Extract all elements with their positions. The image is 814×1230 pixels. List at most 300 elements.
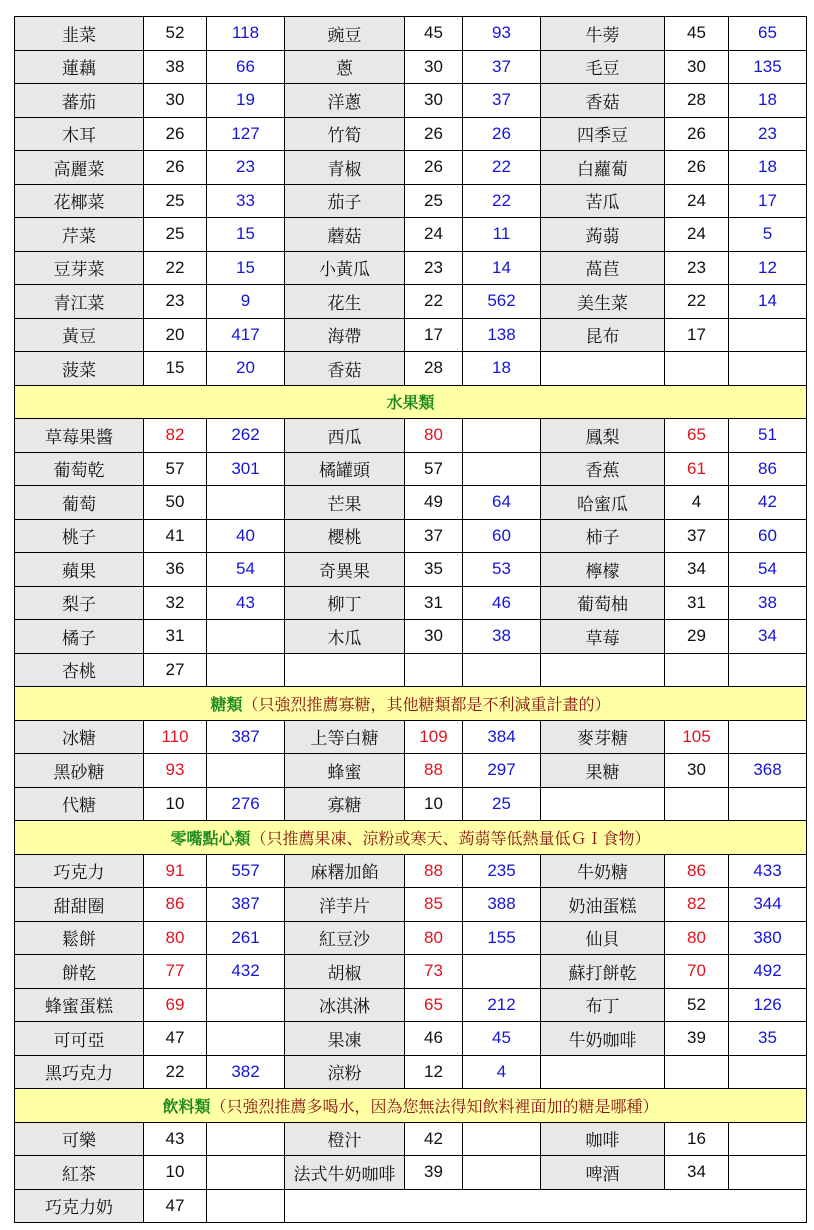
- food-name: 冰淇淋: [285, 988, 405, 1022]
- gi-value: 50: [144, 486, 207, 520]
- food-name: 胡椒: [285, 955, 405, 989]
- gi-value: 73: [405, 955, 463, 989]
- food-name: 豌豆: [285, 17, 405, 51]
- gi-value: 88: [405, 754, 463, 788]
- table-row: [15, 352, 807, 386]
- section-title: 零嘴點心類: [170, 830, 251, 848]
- food-name: 柿子: [541, 519, 665, 553]
- gi-value: 24: [405, 218, 463, 252]
- calorie-value: 23: [207, 151, 285, 185]
- calorie-value: 212: [463, 988, 541, 1022]
- gi-value: 39: [665, 1022, 729, 1056]
- calorie-value: 344: [729, 888, 807, 922]
- calorie-value: 38: [729, 586, 807, 620]
- food-name: 青江菜: [15, 285, 144, 319]
- gi-value: 80: [405, 419, 463, 453]
- table-row: [15, 50, 807, 84]
- calorie-value: [207, 754, 285, 788]
- calorie-value: [207, 1156, 285, 1190]
- table-row: [15, 1122, 807, 1156]
- gi-value: 105: [665, 720, 729, 754]
- food-name: 芹菜: [15, 218, 144, 252]
- gi-value: 65: [405, 988, 463, 1022]
- food-name: 海帶: [285, 318, 405, 352]
- food-name: 可樂: [15, 1122, 144, 1156]
- food-name: 橙汁: [285, 1122, 405, 1156]
- calorie-value: 53: [463, 553, 541, 587]
- gi-value: 57: [405, 452, 463, 486]
- calorie-value: 54: [729, 553, 807, 587]
- gi-value: 28: [665, 84, 729, 118]
- calorie-value: 14: [463, 251, 541, 285]
- calorie-value: 42: [729, 486, 807, 520]
- gi-value: 23: [665, 251, 729, 285]
- food-name: [285, 1189, 807, 1223]
- food-name: 蘑菇: [285, 218, 405, 252]
- gi-value: 31: [144, 620, 207, 654]
- section-title: 飲料類: [162, 1098, 211, 1116]
- calorie-value: 93: [463, 17, 541, 51]
- food-name: 花椰菜: [15, 184, 144, 218]
- gi-value: 80: [405, 921, 463, 955]
- calorie-value: [729, 1122, 807, 1156]
- food-name: 萵苣: [541, 251, 665, 285]
- section-header-row: [15, 385, 807, 419]
- table-row: [15, 519, 807, 553]
- calorie-value: 37: [463, 50, 541, 84]
- gi-value: 24: [665, 184, 729, 218]
- table-row: [15, 452, 807, 486]
- gi-value: [405, 653, 463, 687]
- food-name: 豆芽菜: [15, 251, 144, 285]
- calorie-value: 33: [207, 184, 285, 218]
- food-name: 果糖: [541, 754, 665, 788]
- table-row: [15, 888, 807, 922]
- section-header: [15, 821, 807, 855]
- food-name: 香菇: [541, 84, 665, 118]
- gi-value: 20: [144, 318, 207, 352]
- gi-value: 34: [665, 1156, 729, 1190]
- food-name: [541, 787, 665, 821]
- food-name: 仙貝: [541, 921, 665, 955]
- calorie-value: 118: [207, 17, 285, 51]
- calorie-value: [207, 1022, 285, 1056]
- gi-value: 57: [144, 452, 207, 486]
- calorie-value: [729, 352, 807, 386]
- calorie-value: 18: [729, 84, 807, 118]
- food-name: 毛豆: [541, 50, 665, 84]
- food-name: 高麗菜: [15, 151, 144, 185]
- calorie-value: 261: [207, 921, 285, 955]
- section-header: [15, 687, 807, 721]
- calorie-value: 64: [463, 486, 541, 520]
- food-name: 蜂蜜: [285, 754, 405, 788]
- gi-value: 22: [144, 251, 207, 285]
- gi-value: 16: [665, 1122, 729, 1156]
- gi-value: 25: [405, 184, 463, 218]
- calorie-value: 35: [729, 1022, 807, 1056]
- calorie-value: 492: [729, 955, 807, 989]
- calorie-value: 37: [463, 84, 541, 118]
- section-header-row: [15, 687, 807, 721]
- gi-value: [665, 1055, 729, 1089]
- calorie-value: 15: [207, 218, 285, 252]
- food-name: 巧克力: [15, 854, 144, 888]
- calorie-value: 127: [207, 117, 285, 151]
- section-note: （只強烈推薦多喝水，因為您無法得知飲料裡面加的糖是哪種）: [210, 1098, 659, 1116]
- gi-value: 35: [405, 553, 463, 587]
- calorie-value: [729, 1156, 807, 1190]
- gi-value: 80: [144, 921, 207, 955]
- section-note: （只強烈推薦寡糖，其他糖類都是不利減重計畫的）: [242, 696, 611, 714]
- calorie-value: 262: [207, 419, 285, 453]
- food-name: 美生菜: [541, 285, 665, 319]
- calorie-value: 9: [207, 285, 285, 319]
- calorie-value: 368: [729, 754, 807, 788]
- gi-value: 15: [144, 352, 207, 386]
- food-name: 蕃茄: [15, 84, 144, 118]
- gi-value: 52: [144, 17, 207, 51]
- gi-value: 37: [405, 519, 463, 553]
- food-name: 甜甜圈: [15, 888, 144, 922]
- calorie-value: [463, 955, 541, 989]
- calorie-value: [207, 620, 285, 654]
- gi-value: 42: [405, 1122, 463, 1156]
- table-row: [15, 620, 807, 654]
- gi-value: 39: [405, 1156, 463, 1190]
- food-name: 蓮藕: [15, 50, 144, 84]
- gi-value: 109: [405, 720, 463, 754]
- food-name: 洋蔥: [285, 84, 405, 118]
- section-header: [15, 1089, 807, 1123]
- table-row: [15, 720, 807, 754]
- calorie-value: 60: [729, 519, 807, 553]
- table-row: [15, 17, 807, 51]
- gi-value: 31: [665, 586, 729, 620]
- table-row: [15, 151, 807, 185]
- food-name: 蜂蜜蛋糕: [15, 988, 144, 1022]
- food-name: 涼粉: [285, 1055, 405, 1089]
- table-row: [15, 1022, 807, 1056]
- food-name: 寡糖: [285, 787, 405, 821]
- calorie-value: 297: [463, 754, 541, 788]
- calorie-value: 387: [207, 720, 285, 754]
- gi-value: 65: [665, 419, 729, 453]
- food-name: 茄子: [285, 184, 405, 218]
- food-name: 法式牛奶咖啡: [285, 1156, 405, 1190]
- food-name: 葡萄乾: [15, 452, 144, 486]
- food-name: 果凍: [285, 1022, 405, 1056]
- calorie-value: 38: [463, 620, 541, 654]
- gi-value: 110: [144, 720, 207, 754]
- gi-value: 25: [144, 218, 207, 252]
- food-name: 黑巧克力: [15, 1055, 144, 1089]
- calorie-value: [463, 653, 541, 687]
- section-header-row: [15, 1089, 807, 1123]
- calorie-value: 26: [463, 117, 541, 151]
- gi-value: 36: [144, 553, 207, 587]
- gi-value: 23: [144, 285, 207, 319]
- gi-value: 77: [144, 955, 207, 989]
- gi-value: 82: [665, 888, 729, 922]
- section-note: （只推薦果凍、涼粉或寒天、蒟蒻等低熱量低ＧＩ食物）: [250, 830, 651, 848]
- table-row: [15, 653, 807, 687]
- gi-value: 30: [665, 754, 729, 788]
- table-row: [15, 285, 807, 319]
- calorie-value: 12: [729, 251, 807, 285]
- calorie-value: 14: [729, 285, 807, 319]
- table-row: [15, 988, 807, 1022]
- food-name: 啤酒: [541, 1156, 665, 1190]
- calorie-value: 562: [463, 285, 541, 319]
- food-name: 蘇打餅乾: [541, 955, 665, 989]
- food-name: 草莓果醬: [15, 419, 144, 453]
- table-row: [15, 218, 807, 252]
- food-name: 巧克力奶: [15, 1189, 144, 1223]
- calorie-value: 433: [729, 854, 807, 888]
- gi-value: 10: [144, 787, 207, 821]
- gi-value: 25: [144, 184, 207, 218]
- gi-value: 17: [665, 318, 729, 352]
- food-name: 青椒: [285, 151, 405, 185]
- table-row: [15, 318, 807, 352]
- gi-value: 49: [405, 486, 463, 520]
- gi-value: 26: [144, 151, 207, 185]
- table-row: [15, 1055, 807, 1089]
- table-row: [15, 787, 807, 821]
- gi-value: 43: [144, 1122, 207, 1156]
- gi-value: 28: [405, 352, 463, 386]
- food-name: 櫻桃: [285, 519, 405, 553]
- calorie-value: 86: [729, 452, 807, 486]
- table-row: [15, 955, 807, 989]
- gi-value: 30: [405, 50, 463, 84]
- table-row: [15, 921, 807, 955]
- calorie-value: 382: [207, 1055, 285, 1089]
- calorie-value: 34: [729, 620, 807, 654]
- food-name: 代糖: [15, 787, 144, 821]
- calorie-value: [207, 653, 285, 687]
- gi-value: 86: [665, 854, 729, 888]
- food-name: 桃子: [15, 519, 144, 553]
- gi-value: 32: [144, 586, 207, 620]
- food-name: 苦瓜: [541, 184, 665, 218]
- gi-value: 69: [144, 988, 207, 1022]
- table-row: [15, 553, 807, 587]
- calorie-value: 25: [463, 787, 541, 821]
- table-row: [15, 486, 807, 520]
- food-name: 芒果: [285, 486, 405, 520]
- calorie-value: [207, 1189, 285, 1223]
- calorie-value: 54: [207, 553, 285, 587]
- calorie-value: 4: [463, 1055, 541, 1089]
- calorie-value: 45: [463, 1022, 541, 1056]
- food-name: [541, 653, 665, 687]
- food-name: 蒟蒻: [541, 218, 665, 252]
- food-name: [541, 1055, 665, 1089]
- calorie-value: [463, 1122, 541, 1156]
- gi-value: 80: [665, 921, 729, 955]
- calorie-value: 126: [729, 988, 807, 1022]
- calorie-value: [463, 419, 541, 453]
- food-name: 牛蒡: [541, 17, 665, 51]
- calorie-value: 15: [207, 251, 285, 285]
- food-name: 草莓: [541, 620, 665, 654]
- gi-value: 24: [665, 218, 729, 252]
- calorie-value: 11: [463, 218, 541, 252]
- food-name: 花生: [285, 285, 405, 319]
- calorie-value: 276: [207, 787, 285, 821]
- calorie-value: [207, 1122, 285, 1156]
- food-name: 可可亞: [15, 1022, 144, 1056]
- gi-value: 27: [144, 653, 207, 687]
- gi-value: 22: [405, 285, 463, 319]
- table-row: [15, 117, 807, 151]
- food-name: 鳳梨: [541, 419, 665, 453]
- food-name: 香蕉: [541, 452, 665, 486]
- calorie-value: 417: [207, 318, 285, 352]
- food-name: 杏桃: [15, 653, 144, 687]
- gi-value: 82: [144, 419, 207, 453]
- food-name: 柳丁: [285, 586, 405, 620]
- gi-value: 30: [144, 84, 207, 118]
- food-name: 牛奶咖啡: [541, 1022, 665, 1056]
- calorie-value: [729, 720, 807, 754]
- table-row: [15, 84, 807, 118]
- food-name: 洋芋片: [285, 888, 405, 922]
- calorie-value: 155: [463, 921, 541, 955]
- calorie-value: [729, 653, 807, 687]
- food-name: 葡萄: [15, 486, 144, 520]
- calorie-value: 138: [463, 318, 541, 352]
- gi-value: 26: [144, 117, 207, 151]
- table-row: [15, 1156, 807, 1190]
- calorie-value: 22: [463, 151, 541, 185]
- calorie-value: 557: [207, 854, 285, 888]
- gi-value: 61: [665, 452, 729, 486]
- gi-value: 47: [144, 1022, 207, 1056]
- calorie-value: 40: [207, 519, 285, 553]
- calorie-value: 388: [463, 888, 541, 922]
- food-name: 四季豆: [541, 117, 665, 151]
- calorie-value: 60: [463, 519, 541, 553]
- food-name: 布丁: [541, 988, 665, 1022]
- food-name: 菠菜: [15, 352, 144, 386]
- calorie-value: [729, 787, 807, 821]
- calorie-value: 46: [463, 586, 541, 620]
- calorie-value: 51: [729, 419, 807, 453]
- food-name: 木耳: [15, 117, 144, 151]
- section-header: [15, 385, 807, 419]
- food-name: 餅乾: [15, 955, 144, 989]
- calorie-value: 18: [729, 151, 807, 185]
- gi-value: 30: [665, 50, 729, 84]
- food-name: 木瓜: [285, 620, 405, 654]
- table-row: [15, 854, 807, 888]
- gi-value: 10: [144, 1156, 207, 1190]
- gi-value: 45: [665, 17, 729, 51]
- gi-value: [665, 352, 729, 386]
- calorie-value: 5: [729, 218, 807, 252]
- gi-value: 86: [144, 888, 207, 922]
- gi-value: 12: [405, 1055, 463, 1089]
- gi-value: 37: [665, 519, 729, 553]
- food-name: 檸檬: [541, 553, 665, 587]
- food-name: 梨子: [15, 586, 144, 620]
- calorie-value: 66: [207, 50, 285, 84]
- calorie-value: 384: [463, 720, 541, 754]
- gi-value: 26: [665, 151, 729, 185]
- gi-value: 26: [405, 151, 463, 185]
- calorie-value: 18: [463, 352, 541, 386]
- section-title: 糖類: [210, 696, 243, 714]
- calorie-value: 235: [463, 854, 541, 888]
- food-name: 香菇: [285, 352, 405, 386]
- food-name: 紅茶: [15, 1156, 144, 1190]
- food-name: 昆布: [541, 318, 665, 352]
- food-name: 冰糖: [15, 720, 144, 754]
- table-row: [15, 419, 807, 453]
- food-name: [541, 352, 665, 386]
- section-title: 水果類: [386, 395, 435, 413]
- food-name: 竹筍: [285, 117, 405, 151]
- food-name: 紅豆沙: [285, 921, 405, 955]
- gi-value: 10: [405, 787, 463, 821]
- food-name: 西瓜: [285, 419, 405, 453]
- gi-value: 41: [144, 519, 207, 553]
- food-name: [285, 653, 405, 687]
- section-header-row: [15, 821, 807, 855]
- gi-value: 31: [405, 586, 463, 620]
- gi-value: 38: [144, 50, 207, 84]
- gi-value: 29: [665, 620, 729, 654]
- calorie-value: [729, 1055, 807, 1089]
- calorie-value: [207, 486, 285, 520]
- food-name: 小黃瓜: [285, 251, 405, 285]
- gi-value: 52: [665, 988, 729, 1022]
- gi-value: 23: [405, 251, 463, 285]
- gi-value: 26: [405, 117, 463, 151]
- gi-value: 26: [665, 117, 729, 151]
- calorie-value: 387: [207, 888, 285, 922]
- food-name: 牛奶糖: [541, 854, 665, 888]
- gi-value: 46: [405, 1022, 463, 1056]
- food-name: 橘子: [15, 620, 144, 654]
- table-row: [15, 1189, 807, 1223]
- calorie-value: 23: [729, 117, 807, 151]
- calorie-value: [463, 1156, 541, 1190]
- table-row: [15, 754, 807, 788]
- table-row: [15, 184, 807, 218]
- gi-value: 17: [405, 318, 463, 352]
- gi-value: 45: [405, 17, 463, 51]
- gi-value: 34: [665, 553, 729, 587]
- gi-value: 70: [665, 955, 729, 989]
- calorie-value: 65: [729, 17, 807, 51]
- calorie-value: 19: [207, 84, 285, 118]
- gi-value: 30: [405, 620, 463, 654]
- food-name: 哈蜜瓜: [541, 486, 665, 520]
- food-name: 橘罐頭: [285, 452, 405, 486]
- calorie-value: 301: [207, 452, 285, 486]
- calorie-value: 432: [207, 955, 285, 989]
- food-name: 黑砂糖: [15, 754, 144, 788]
- food-name: 上等白糖: [285, 720, 405, 754]
- gi-value: 22: [144, 1055, 207, 1089]
- food-name: 奶油蛋糕: [541, 888, 665, 922]
- gi-value: 93: [144, 754, 207, 788]
- gi-value: 88: [405, 854, 463, 888]
